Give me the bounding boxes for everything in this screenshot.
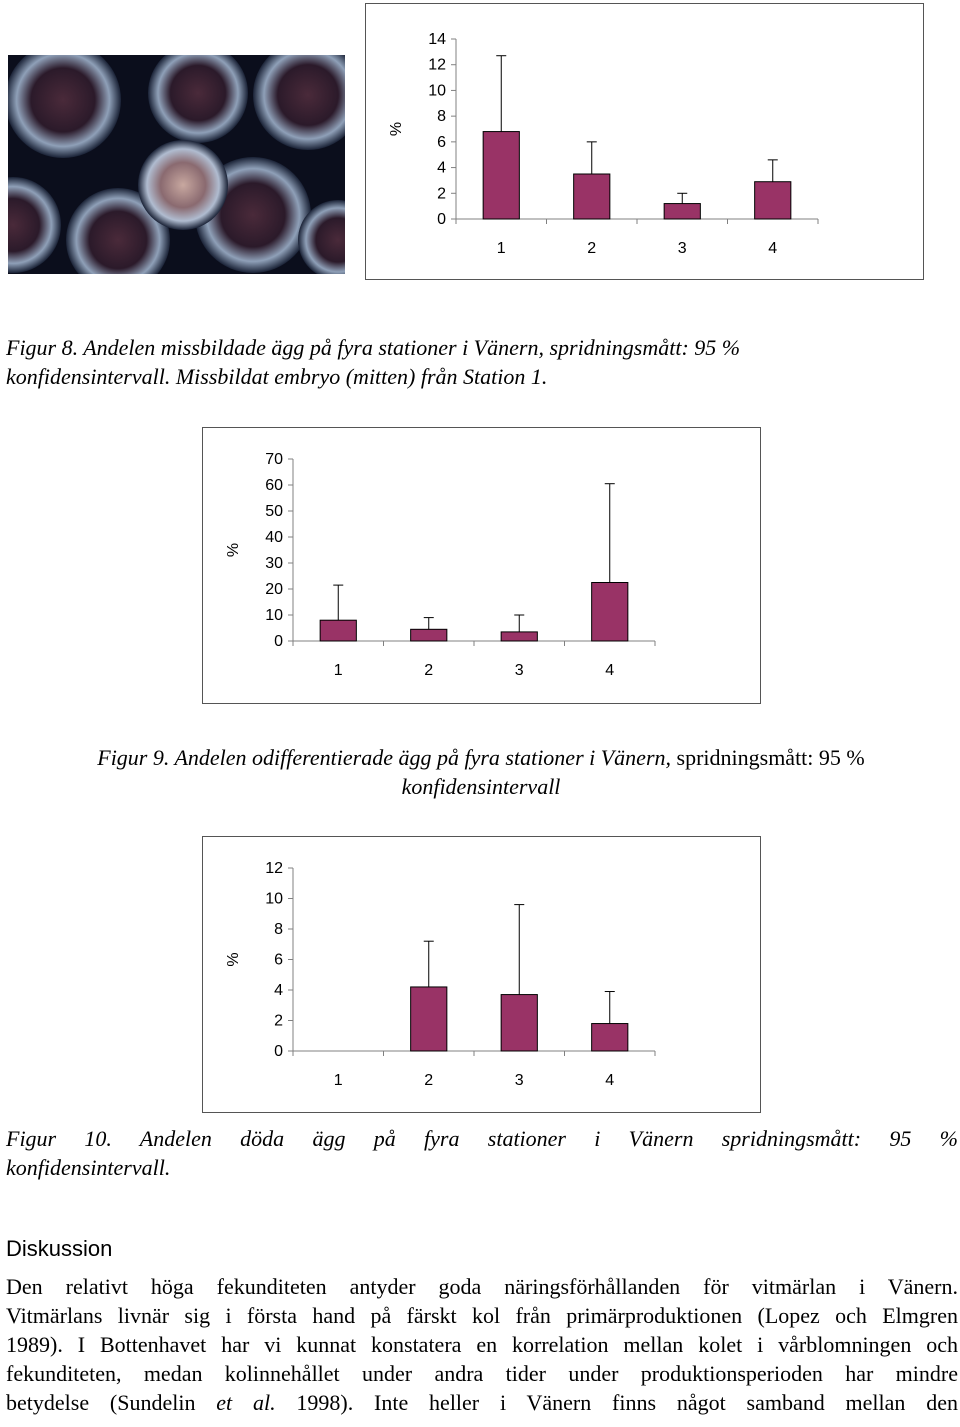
x-tick-label: 4: [605, 662, 615, 679]
bar: [411, 987, 447, 1051]
x-tick-label: 1: [333, 662, 343, 679]
body-text-fragment: 1998). Inte heller i Vänern finns något samband mellan den: [275, 1390, 958, 1415]
figure-10-caption-line-2: konfidensintervall.: [6, 1155, 171, 1180]
y-tick-label: 2: [437, 185, 446, 203]
fish-eggs-photo: [8, 55, 345, 274]
bar: [592, 583, 628, 642]
chart-dead-eggs: [202, 836, 761, 1113]
body-line: Den relativt höga fekunditeten antyder goda näringsförhållanden för vitmärlan i Vänern.: [6, 1274, 958, 1299]
y-tick-label: 12: [265, 860, 283, 877]
x-tick-label: 4: [605, 1072, 615, 1089]
y-tick-label: 50: [265, 503, 283, 520]
section-heading: Diskussion: [6, 1236, 113, 1261]
y-tick-label: 2: [274, 1012, 283, 1030]
bar: [592, 1024, 628, 1051]
y-tick-label: 4: [274, 982, 283, 999]
y-axis-label: %: [225, 542, 242, 558]
x-tick-label: 4: [768, 240, 778, 257]
y-tick-label: 10: [265, 890, 283, 908]
x-tick-label: 1: [333, 1072, 343, 1089]
figure-9-caption-part-b: spridningsmått: 95 %: [671, 745, 865, 770]
y-tick-label: 4: [437, 159, 446, 177]
bar: [574, 174, 610, 219]
figure-8-caption-line-2: konfidensintervall. Missbildat embryo (mitten) från Station 1.: [6, 364, 548, 389]
body-text-fragment: betydelse (Sundelin: [6, 1390, 217, 1415]
y-axis-label: %: [225, 952, 242, 967]
y-tick-label: 0: [274, 1043, 283, 1060]
x-tick-label: 3: [514, 1072, 524, 1089]
body-line: 1989). I Bottenhavet har vi kunnat konstatera en korrelation mellan kolet i vårblomningen och: [6, 1332, 958, 1357]
chart-undifferentiated-eggs: [202, 427, 761, 704]
x-tick-label: 1: [496, 240, 506, 257]
y-tick-label: 8: [437, 108, 446, 126]
y-tick-label: 0: [437, 211, 446, 228]
y-tick-label: 10: [265, 607, 283, 624]
y-tick-label: 8: [274, 921, 283, 938]
y-axis-label: %: [388, 121, 405, 137]
body-line: Vitmärlans livnär sig i första hand på färskt kol från primärproduktionen (Lopez och Elmgren: [6, 1303, 958, 1328]
x-tick-label: 2: [587, 240, 597, 257]
body-line: fekunditeten, medan kolinnehållet under andra tider under produktionsperioden har mindre: [6, 1361, 958, 1386]
bar: [501, 995, 537, 1051]
figure-8-caption-line-1: Figur 8. Andelen missbildade ägg på fyra stationer i Vänern, spridningsmått: 95 %: [6, 335, 741, 360]
chart-malformed-eggs: [365, 3, 924, 280]
y-tick-label: 6: [437, 133, 446, 151]
y-tick-label: 30: [265, 555, 283, 572]
y-tick-label: 20: [265, 581, 283, 598]
figure-9-caption-part-c: konfidensintervall: [401, 774, 561, 799]
bar: [755, 182, 791, 219]
y-tick-label: 12: [428, 56, 446, 74]
y-tick-label: 60: [265, 477, 283, 494]
bar: [664, 204, 700, 219]
figure-10-caption-line-1: Figur 10. Andelen döda ägg på fyra stationer i Vänern spridningsmått: 95 %: [6, 1126, 958, 1151]
x-tick-label: 2: [424, 1072, 434, 1089]
figure-8-caption: [6, 333, 958, 391]
figure-9-caption-part-a: Figur 9. Andelen odifferentierade ägg på fyra stationer i Vänern,: [97, 745, 672, 770]
bar: [501, 632, 537, 641]
y-tick-label: 40: [265, 529, 283, 546]
y-tick-label: 70: [265, 451, 283, 468]
body-paragraph: [6, 1272, 958, 1417]
x-tick-label: 3: [514, 662, 524, 679]
y-tick-label: 6: [274, 951, 283, 969]
y-tick-label: 10: [428, 82, 446, 100]
body-line-last: [6, 1388, 958, 1417]
body-text-italic: et al.: [216, 1390, 276, 1415]
figure-9-caption: [40, 743, 922, 801]
x-tick-label: 2: [424, 662, 434, 679]
bar: [320, 620, 356, 641]
y-tick-label: 0: [274, 633, 283, 650]
bar: [483, 132, 519, 219]
y-tick-label: 14: [428, 31, 446, 48]
figure-10-caption: [6, 1124, 958, 1182]
bar: [411, 629, 447, 641]
x-tick-label: 3: [677, 240, 687, 257]
